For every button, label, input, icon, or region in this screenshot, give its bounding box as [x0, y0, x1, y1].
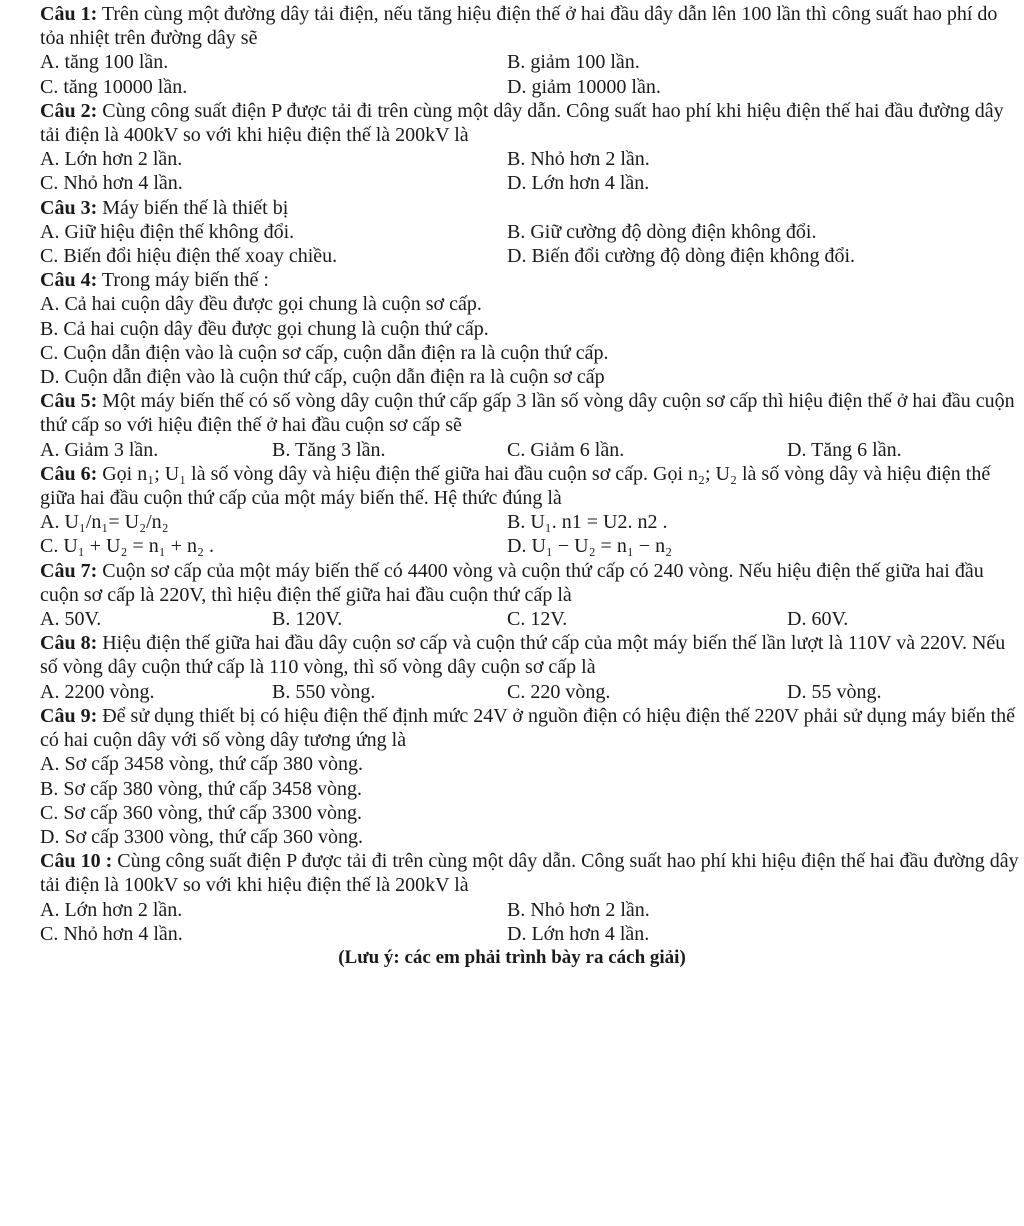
answer-option: B. 120V.: [272, 608, 343, 631]
question-stem: [40, 99, 1024, 147]
question-number: Câu 3:: [40, 196, 98, 219]
question-stem: [40, 389, 1024, 437]
answer-option: D. Sơ cấp 3300 vòng, thứ cấp 360 vòng.: [40, 825, 364, 848]
question-number: Câu 1:: [40, 3, 98, 25]
question-stem: [40, 849, 1024, 897]
answer-option: B. Nhỏ hơn 2 lần.: [507, 898, 650, 921]
options-row: [40, 607, 1024, 631]
answer-option: A. U₁/n₁= U₂/n₂: [40, 511, 169, 534]
answer-option: B. 550 vòng.: [272, 680, 376, 703]
question-text: Để sử dụng thiết bị có hiệu điện thế định mức 24V ở nguồn điện có hiệu điện thế 220V phải sử dụng máy biến thế có hai cuộn dây với số vòng dây tương ứng là: [40, 704, 1015, 752]
answer-option: D. Lớn hơn 4 lần.: [507, 172, 650, 195]
question-number: Câu 4:: [40, 269, 98, 292]
answer-option: A. Lớn hơn 2 lần.: [40, 148, 183, 171]
question-number: Câu 6:: [40, 462, 98, 485]
question-list: [40, 2, 1024, 946]
question-text: Cùng công suất điện P được tải đi trên cùng một dây dẫn. Công suất hao phí khi hiệu điện thế hai đầu đường dây tải điện là 100kV so với khi hiệu điện thế là 200kV là: [40, 850, 1019, 897]
answer-option: A. Giảm 3 lần.: [40, 438, 159, 461]
answer-option: B. Cả hai cuộn dây đều được gọi chung là cuộn thứ cấp.: [40, 317, 489, 340]
question-5: [40, 389, 1024, 462]
question-text: Một máy biến thế có số vòng dây cuộn thứ cấp gấp 3 lần số vòng dây cuộn sơ cấp thì hiệu điện thế ở hai đầu cuộn thứ cấp so với hiệu điện thế ở hai đầu cuộn sơ cấp sẽ: [40, 390, 1015, 437]
answer-option: C. U₁ + U₂ = n₁ + n₂ .: [40, 535, 214, 558]
answer-option: D. Tăng 6 lần.: [787, 438, 902, 461]
question-2: [40, 99, 1024, 196]
answer-option: A. 2200 vòng.: [40, 680, 155, 703]
question-stem: [40, 2, 1024, 50]
question-1: [40, 2, 1024, 99]
options-row: [40, 220, 1024, 244]
answer-option: D. 55 vòng.: [787, 680, 882, 703]
answer-option: C. Giảm 6 lần.: [507, 438, 625, 461]
question-3: [40, 196, 1024, 269]
answer-option: C. Biến đổi hiệu điện thế xoay chiều.: [40, 245, 338, 268]
answer-option: C. 220 vòng.: [507, 680, 611, 703]
question-text: Cùng công suất điện P được tải đi trên cùng một dây dẫn. Công suất hao phí khi hiệu điện thế hai đầu đường dây tải điện là 400kV so với khi hiệu điện thế là 200kV là: [40, 99, 1004, 147]
question-6: [40, 462, 1024, 559]
question-stem: [40, 462, 1024, 510]
question-stem: [40, 196, 1024, 220]
footer-note: (Lưu ý: các em phải trình bày ra cách giải): [338, 946, 686, 968]
answer-option: A. 50V.: [40, 608, 102, 631]
answer-option: C. tăng 10000 lần.: [40, 75, 188, 98]
answer-option: B. U₁. n1 = U2. n2 .: [507, 511, 668, 534]
answer-option: A. Giữ hiệu điện thế không đổi.: [40, 220, 295, 243]
answer-option: D. giảm 10000 lần.: [507, 75, 661, 98]
question-text: Cuộn sơ cấp của một máy biến thế có 4400 vòng và cuộn thứ cấp có 240 vòng. Nếu hiệu điện thế giữa hai đầu cuộn sơ cấp là 220V, thì hiệu điện thế giữa hai đầu cuộn thứ cấp là: [40, 559, 984, 606]
options-row: [40, 438, 1024, 462]
options-row: [40, 50, 1024, 74]
answer-option: B. giảm 100 lần.: [507, 51, 640, 74]
answer-option: A. Sơ cấp 3458 vòng, thứ cấp 380 vòng.: [40, 753, 364, 776]
answer-option: C. Nhỏ hơn 4 lần.: [40, 922, 183, 945]
question-text: Máy biến thế là thiết bị: [102, 196, 289, 219]
question-text: Gọi n₁; U₁ là số vòng dây và hiệu điện thế giữa hai đầu cuộn sơ cấp. Gọi n₂; U₂ là số vòng dây và hiệu điện thế giữa hai đầu cuộn thứ cấp của một máy biến thế. Hệ thức đúng là: [40, 462, 991, 510]
options-row: [40, 75, 1024, 99]
options-row: [40, 147, 1024, 171]
question-text: Trong máy biến thế :: [101, 269, 269, 292]
answer-option: B. Giữ cường độ dòng điện không đổi.: [507, 220, 817, 243]
answer-option: A. Cả hai cuộn dây đều được gọi chung là cuộn sơ cấp.: [40, 293, 482, 316]
answer-option: D. Cuộn dẫn điện vào là cuộn thứ cấp, cuộn dẫn điện ra là cuộn sơ cấp: [40, 366, 605, 389]
question-number: Câu 9:: [40, 704, 98, 727]
answer-option: B. Sơ cấp 380 vòng, thứ cấp 3458 vòng.: [40, 777, 362, 800]
answer-option: A. Lớn hơn 2 lần.: [40, 898, 183, 921]
question-8: [40, 631, 1024, 704]
answer-option: C. Nhỏ hơn 4 lần.: [40, 172, 183, 195]
options-row: [40, 898, 1024, 922]
question-stem: [40, 268, 1024, 292]
question-10: [40, 849, 1024, 946]
answer-option: D. Biến đổi cường độ dòng điện không đổi.: [507, 245, 856, 268]
question-stem: [40, 704, 1024, 752]
question-text: Trên cùng một đường dây tải điện, nếu tăng hiệu điện thế ở hai đầu dây dẫn lên 100 lần thì công suất hao phí do tỏa nhiệt trên đường dây sẽ: [40, 3, 998, 50]
answer-option: C. 12V.: [507, 608, 568, 631]
question-7: [40, 559, 1024, 632]
question-stem: [40, 559, 1024, 607]
answer-option: C. Sơ cấp 360 vòng, thứ cấp 3300 vòng.: [40, 801, 362, 824]
options-row: [40, 922, 1024, 946]
options-row: [40, 680, 1024, 704]
answer-option: D. U₁ − U₂ = n₁ − n₂: [507, 535, 673, 558]
answer-option: D. 60V.: [787, 608, 849, 631]
options-row: [40, 534, 1024, 558]
answer-option: C. Cuộn dẫn điện vào là cuộn sơ cấp, cuộn dẫn điện ra là cuộn thứ cấp.: [40, 341, 609, 364]
question-4: [40, 268, 1024, 389]
options-row: [40, 244, 1024, 268]
question-number: Câu 5:: [40, 390, 98, 413]
question-number: Câu 8:: [40, 632, 98, 655]
question-number: Câu 10 :: [40, 850, 113, 873]
options-row: [40, 171, 1024, 195]
question-text: Hiệu điện thế giữa hai đầu dây cuộn sơ cấp và cuộn thứ cấp của một máy biến thế lần lượt là 110V và 220V. Nếu số vòng dây cuộn thứ cấp là 110 vòng, thì số vòng dây cuộn sơ cấp là: [40, 632, 1006, 679]
answer-option: B. Tăng 3 lần.: [272, 438, 386, 461]
answer-option: A. tăng 100 lần.: [40, 51, 169, 74]
options-row: [40, 510, 1024, 534]
answer-option: B. Nhỏ hơn 2 lần.: [507, 148, 650, 171]
answer-option: D. Lớn hơn 4 lần.: [507, 922, 650, 945]
question-number: Câu 2:: [40, 99, 98, 122]
question-stem: [40, 631, 1024, 679]
question-number: Câu 7:: [40, 559, 98, 582]
question-9: [40, 704, 1024, 849]
